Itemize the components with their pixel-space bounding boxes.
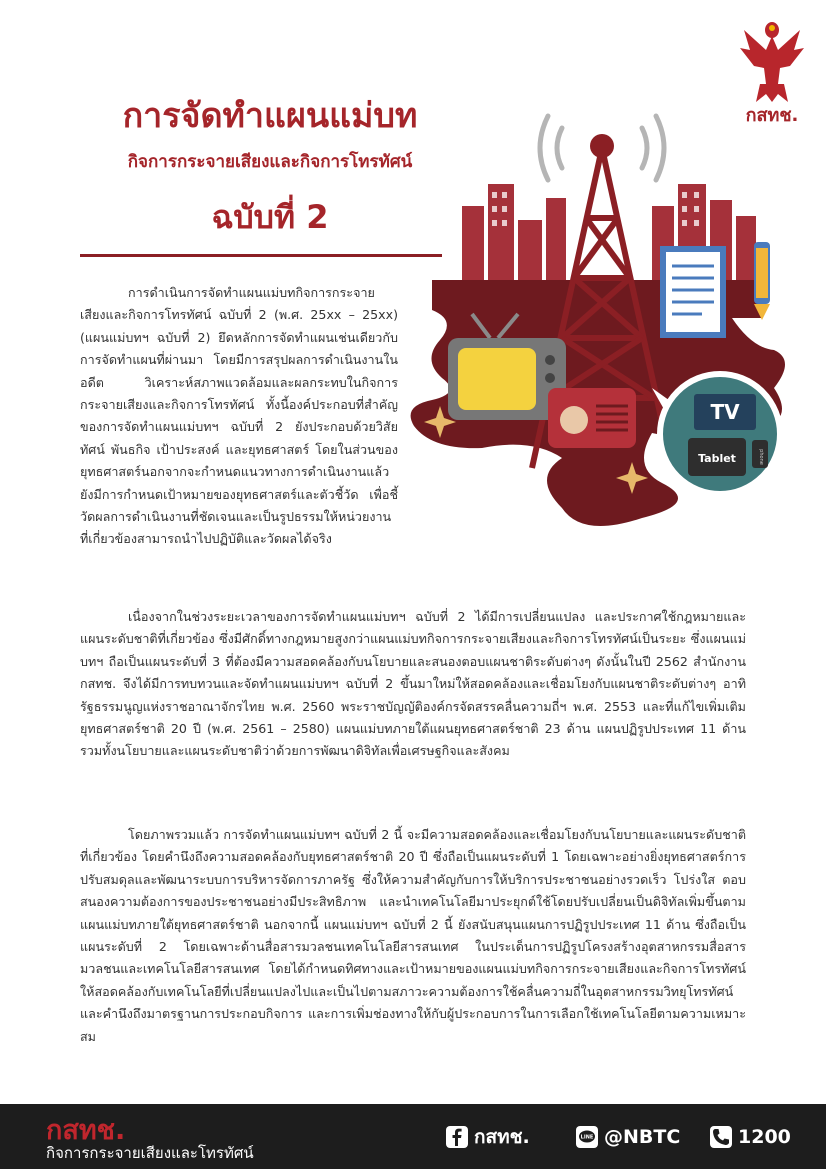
tv-label: TV (710, 400, 740, 424)
paragraph-1: การดำเนินการจัดทำแผนแม่บทกิจการกระจายเสียงและกิจการโทรทัศน์ ฉบับที่ 2 (พ.ศ. 25xx – 25xx) (แผนแม่บทฯ ฉบับที่ 2) ยึดหลักการจัดทำแผนเช่นเดียวกับการจัดทำแผนที่ผ่านมา โดยมีการสรุปผลการดำเนินงานในอดีต วิเคราะห์สภาพแวดล้อมและผลกระทบในกิจการกระจายเสียงและกิจการโทรทัศน์ ทั้งนี้องค์ประกอบที่สำคัญของการจัดทำแผนแม่บทฯ ฉบับที่ 2 ยังประกอบด้วยวิสัยทัศน์ พันธกิจ เป้าประสงค์ และยุทธศาสตร์ โดยในส่วนของยุทธศาสตร์นอกจากจะกำหนดแนวทางการดำเนินงานแล้ว ยังมีการกำหนดเป้าหมายของยุทธศาสตร์และตัวชี้วัด เพื่อชี้วัดผลการดำเนินงานที่ชัดเจนและเป็นรูปธรรมให้หน่วยงานที่เกี่ยวข้องสามารถนำไปปฏิบัติและวัดผลได้จริง (80, 285, 398, 547)
footer-org-name: กิจการกระจายเสียงและโทรทัศน์ (46, 1144, 254, 1162)
tablet-label: Tablet (698, 452, 736, 465)
phone-icon (710, 1126, 732, 1148)
document-icon (660, 246, 726, 338)
page-title: การจัดทำแผนแม่บท (122, 96, 418, 136)
line-handle: @NBTC (604, 1126, 681, 1148)
pencil-icon (754, 242, 770, 320)
footer-brand: กสทช. (46, 1115, 126, 1146)
broadcast-tower-illustration (402, 88, 802, 558)
hotline-number: 1200 (738, 1126, 791, 1148)
footer-bar (0, 1104, 826, 1169)
title-divider (80, 254, 442, 257)
line-icon-text: LINE (580, 1134, 594, 1141)
facebook-icon (446, 1126, 468, 1148)
facebook-link[interactable] (446, 1124, 530, 1150)
phone-label: phone (758, 449, 764, 465)
line-link[interactable] (576, 1124, 680, 1150)
logo-text: กสทช. (745, 105, 799, 126)
hotline-link[interactable] (710, 1124, 791, 1150)
paragraph-3: โดยภาพรวมแล้ว การจัดทำแผนแม่บทฯ ฉบับที่ 2 นี้ จะมีความสอดคล้องและเชื่อมโยงกับนโยบายและแผนระดับชาติที่เกี่ยวข้อง โดยคำนึงถึงความสอดคล้องกับยุทธศาสตร์ชาติ 20 ปี ซึ่งถือเป็นแผนระดับที่ 1 โดยเฉพาะอย่างยิ่งยุทธศาสตร์การปรับสมดุลและพัฒนาระบบการบริหารจัดการภาครัฐ ซึ่งให้ความสำคัญกับการให้บริการประชาชนอย่างรวดเร็ว โปร่งใส ตอบสนองความต้องการของประชาชนอย่างมีประสิทธิภาพ และนำเทคโนโลยีมาประยุกต์ใช้โดยปรับเปลี่ยนเป็นดิจิทัลเพิ่มขึ้นตามแผนแม่บทภายใต้ยุทธศาสตร์ชาติ นอกจากนี้ แผนแม่บทฯ ฉบับที่ 2 นี้ ยังสนับสนุนแผนการปฏิรูปประเทศ 11 ด้าน ซึ่งถือเป็นแผนระดับที่ 2 โดยเฉพาะด้านสื่อสารมวลชนเทคโนโลยีสารสนเทศ ในประเด็นการปฏิรูปโครงสร้างอุตสาหกรรมสื่อสารมวลชนและเทคโนโลยีสารสนเทศ โดยได้กำหนดทิศทางและเป้าหมายของแผนแม่บทกิจการกระจายเสียงและกิจการโทรทัศน์ ให้สอดคล้องกับเทคโนโลยีที่เปลี่ยนแปลงไปและเป็นไปตามสภาวะความต้องการใช้คลื่นความถี่ในอุตสาหกรรมวิทยุโทรทัศน์ และคำนึงถึงมาตรฐานการประกอบกิจการ และการเพิ่มช่องทางให้กับผู้ประกอบการในการเลือกใช้เทคโนโลยีตามความเหมาะสม (80, 827, 746, 1044)
radio-icon (548, 388, 636, 448)
page-subtitle: กิจการกระจายเสียงและกิจการโทรทัศน์ (127, 152, 413, 172)
line-icon (576, 1126, 598, 1148)
facebook-handle: กสทช. (474, 1126, 530, 1148)
paragraph-2: เนื่องจากในช่วงระยะเวลาของการจัดทำแผนแม่บทฯ ฉบับที่ 2 ได้มีการเปลี่ยนแปลง และประกาศใช้กฎหมายและแผนระดับชาติที่เกี่ยวข้อง ซึ่งมีศักดิ์ทางกฎหมายสูงกว่าแผนแม่บทกิจการกระจายเสียงและกิจการโทรทัศน์เป็นระยะ ซึ่งแผนแม่บทฯ ถือเป็นแผนระดับที่ 3 ที่ต้องมีความสอดคล้องกับนโยบายและสนองตอบแผนชาติระดับต่างๆ ดังนั้นในปี 2562 สำนักงาน กสทช. จึงได้มีการทบทวนและจัดทำแผนแม่บทฯ ฉบับที่ 2 ขึ้นมาใหม่ให้สอดคล้องและเชื่อมโยงกับแผนชาติระดับต่างๆ อาทิ รัฐธรรมนูญแห่งราชอาณาจักรไทย พ.ศ. 2560 พระราชบัญญัติองค์กรจัดสรรคลื่นความถี่ฯ พ.ศ. 2553 และที่แก้ไขเพิ่มเติม ยุทธศาสตร์ชาติ 20 ปี (พ.ศ. 2561 – 2580) แผนแม่บทภายใต้แผนยุทธศาสตร์ชาติ 23 ด้าน แผนปฏิรูปประเทศ 11 ด้าน รวมทั้งนโยบายและแผนระดับชาติว่าด้วยการพัฒนาดิจิทัลเพื่อเศรษฐกิจและสังคม (80, 609, 746, 759)
edition-label: ฉบับที่ 2 (211, 198, 329, 236)
